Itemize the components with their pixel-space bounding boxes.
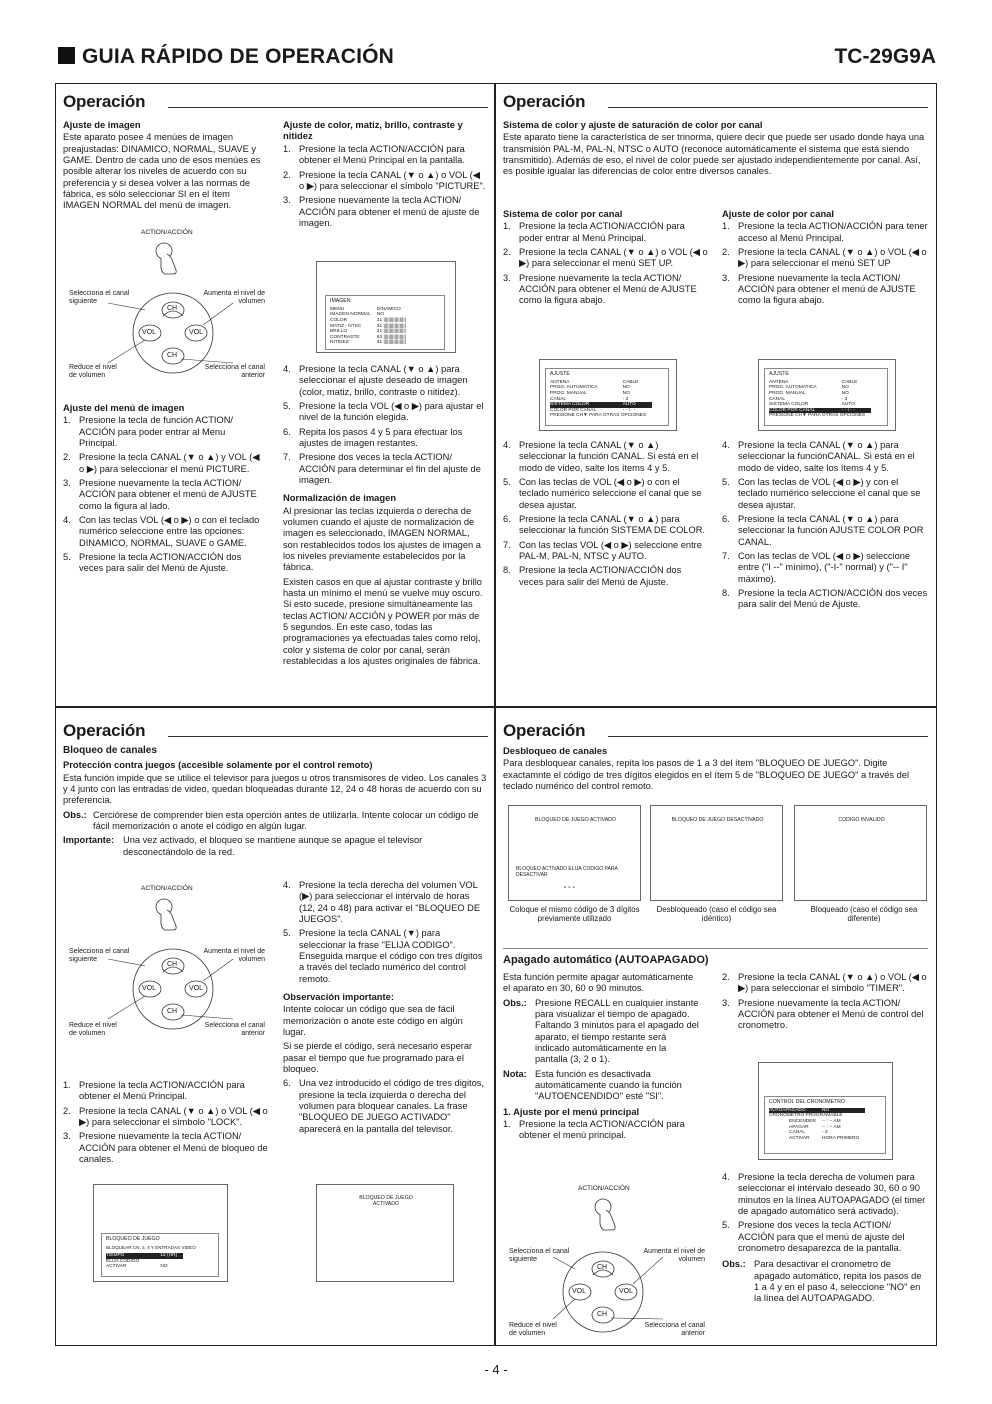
q2-col-right-2 xyxy=(722,440,928,614)
remote-diagram-q4 xyxy=(503,1184,713,1344)
q3-heading: Protección contra juegos (accesible solamente por el control remoto) xyxy=(63,759,373,771)
list-item: 8. Presione la tecla ACTION/ACCIÓN dos veces para salir del Menú de Ajuste. xyxy=(722,587,928,610)
list-item: 8. Presione la tecla ACTION/ACCIÓN dos veces para salir del Menú de Ajuste. xyxy=(503,565,682,587)
menu-imagen-heading: Ajuste del menú de imagen xyxy=(63,402,185,413)
q1-menu-imagen xyxy=(63,402,263,578)
list-item: 1. Presione la tecla ACTION/ACCIÓN para tener acceso al Menú Principal. xyxy=(722,221,928,243)
list-item: 3. Presione nuevamente la tecla ACTION/ ACCIÓN para obtener el Menú de bloqueo de canales. xyxy=(63,1131,268,1164)
list-item: 4. Presione la tecla CANAL (▼ o ▲) para seleccionar el ajuste deseado de imagen (color, matiz, brillo, contraste o nitidez). xyxy=(283,364,468,397)
list-item: 2. Presione la tecla CANAL (▼ o ▲) o VOL (◀ o ▶) para seleccionar el menú SET UP. xyxy=(503,247,708,269)
normalizacion-p2: Existen casos en que al ajustar contraste y brillo hasta un mínimo el menú se vuelve muy oscuro. Si esto sucede, presione simultáneamente las teclas ACTION/ ACCIÓN y POWER por más de 5 segundos. En este caso, todas las programaciones ya efectuadas tales como reloj, color y sistema de color por canal, serán restablecidas a los ajustes originales de fábrica. xyxy=(283,576,483,667)
list-item: 3. Presione nuevamente la tecla ACTION/ ACCIÓN para obtener el Menú de AJUSTE como la figura abajo. xyxy=(503,272,697,306)
label-prev-channel: Selecciona el canal anterior xyxy=(644,1322,705,1337)
vol-right-label: VOL xyxy=(189,985,204,992)
ch-down-label: CH xyxy=(167,1008,178,1015)
list-item: 4. Presione la tecla CANAL (▼ o ▲) seleccionar la función CANAL. Si está en el modo de video, salte los ítems 4 y 5. xyxy=(503,440,699,473)
ajuste-color-heading: Ajuste de color por canal xyxy=(722,208,835,219)
list-item: 7. Con las teclas VOL (◀ o ▶) seleccione entre PAL-M, PAL-N, NTSC y AUTO. xyxy=(503,539,702,561)
obs-importante-heading: Observación importante: xyxy=(283,990,394,1002)
ch-up-label: CH xyxy=(597,1264,608,1271)
ajuste-imagen-text: Este aparato posee 4 menúes de imagen preajustadas: DINAMICO, NORMAL, SUAVE y GAME. Dentro de cada uno de esos menúes es posible alterar los niveles de acuerdo con su preferencia y si desea volver a las normas de fábrica, es sólo seleccionar SI en el ítem IMAGEN NORMAL del menú de imagen. xyxy=(63,132,261,211)
imagen-menu-screen xyxy=(316,261,456,353)
screen-invalido xyxy=(794,805,927,901)
vol-left-label: VOL xyxy=(142,329,157,336)
vol-right-label: VOL xyxy=(189,329,204,336)
page-title: GUIA RÁPIDO DE OPERACIÓN xyxy=(82,45,395,68)
q2-col-left-2 xyxy=(503,440,708,591)
bloqueo-menu-title: BLOQUEO DE JUEGO xyxy=(106,1236,160,1242)
obs-importante-p2: Si se pierde el código, será necesario esperar pasar el tiempo que fue programado para el bloqueo. xyxy=(283,1041,473,1075)
label-volume-up: Aumenta el nivel de volumen xyxy=(203,290,265,305)
q3-title-rule xyxy=(168,736,488,737)
page-header xyxy=(58,44,936,72)
remote-diagram-q3 xyxy=(63,884,273,1044)
screen-desactivado xyxy=(650,805,783,901)
imagen-menu-title: IMAGEN xyxy=(330,298,351,304)
remote-action-label: ACTION/ACCIÓN xyxy=(141,229,193,236)
bloqueo-menu-sub: BLOQUEAR CN. 3, 4 Y ENTRADAS VIDEO xyxy=(106,1244,196,1250)
page-number: - 4 - xyxy=(484,1362,508,1377)
model-number: TC-29G9A xyxy=(834,45,936,68)
normalizacion-heading: Normalización de imagen xyxy=(283,492,397,504)
list-item: 2. Presione la tecla CANAL (▼ o ▲) o VOL (◀ o ▶) para seleccionar el menú SET UP xyxy=(722,247,927,269)
bloqueo-activado-screen xyxy=(316,1184,454,1282)
label-volume-up: Aumenta el nivel de volumen xyxy=(203,948,265,963)
label-next-channel: Selecciona el canal siguiente xyxy=(69,290,130,305)
remote-diagram-q1 xyxy=(63,228,273,388)
vol-left-label: VOL xyxy=(142,985,157,992)
ch-down-label: CH xyxy=(597,1311,608,1318)
list-item: 2. Presione la tecla CANAL (▼ o ▲) o VOL (◀ o ▶) para seleccionar el símbolo "LOCK". xyxy=(63,1105,268,1127)
screen-invalido-caption: Bloqueado (caso el código sea diferente) xyxy=(810,905,918,923)
list-item: 2. Presione la tecla CANAL (▼ o ▲) o VOL (◀ o ▶) para seleccionar el símbolo "PICTURE". xyxy=(283,169,486,191)
list-item: 1. Presione la tecla ACTION/ACCIÓN para obtener el Menú Principal en la pantalla. xyxy=(283,143,465,166)
screen-activado-caption: Coloque el mismo código de 3 dígitos previamente utilizado xyxy=(509,905,640,923)
q4-col-right xyxy=(722,972,928,1035)
label-next-channel: Selecciona el canal siguiente xyxy=(509,1248,570,1263)
screen-invalido-title: CODIGO INVALIDO xyxy=(838,817,885,823)
q4-title-rule xyxy=(608,736,928,737)
screen-desactivado-title: BLOQUEO DE JUEGO DESACTIVADO xyxy=(671,817,764,823)
list-item: 5. Presione la tecla VOL (◀ o ▶) para ajustar el nivel de la función elegida. xyxy=(283,400,484,423)
remote-graphic xyxy=(503,1184,713,1344)
label-volume-down: Reduce el nivel de volumen xyxy=(69,1022,117,1037)
list-item: 5. Presione la tecla ACTION/ACCIÓN dos veces para salir del Menú de Ajuste. xyxy=(63,552,242,574)
list-item: 4. Presione la tecla derecha del volumen VOL (▶) para seleccionar el intérvalo de horas (12, 24 o 48) para activar el "BLOQUEO DE JUEGOS". xyxy=(283,880,481,924)
q3-intro-block xyxy=(63,745,488,861)
label-next-channel: Selecciona el canal siguiente xyxy=(69,948,130,963)
q4-rule xyxy=(503,948,928,949)
obs-importante-p1: Intente colocar un código que sea de fácil memorización o anote este código en algún lugar. xyxy=(283,1004,463,1038)
q4-col-left xyxy=(503,972,701,1145)
remote-action-label: ACTION/ACCIÓN xyxy=(141,885,193,892)
list-item: 5. Presione dos veces la tecla ACTION/ ACCIÓN para que el menú de ajuste del cronometro desaparezca de la pantalla. xyxy=(722,1220,905,1253)
q4-intro-block xyxy=(503,745,928,795)
q3-sub: Bloqueo de canales xyxy=(63,745,157,756)
q4-intro: Para desbloquear canales, repita los pasos de 1 a 3 del ítem "BLOQUEO DE JUEGO". Digite exactamnte el código de tres dígitos elegidos en el ítem 5 de "BLOQUEO DE JUEGO" a través del teclado numérico del control remoto. xyxy=(503,758,910,792)
q2-col-right xyxy=(722,208,928,310)
q1-col-right xyxy=(283,119,486,232)
screen-activado-body: BLOQUEO ACTIVADO ELIJA CODIGO PARA DESACTIVAR xyxy=(516,866,618,878)
q3-section-title: Operación xyxy=(63,721,146,740)
q4-section-title: Operación xyxy=(503,721,586,740)
list-item: 1. Presione la tecla ACTION/ACCIÓN para obtener el menú principal. xyxy=(503,1119,685,1141)
ajuste-menu-screen-right: AJUSTE ANTENA CABLE PROG. AUTOMATICA NO PROG. MANUAL NO CANAL - 3 SISTEMA COLOR AUTO COLOR POR CANAL - - I - - PRESIONE CH▼ PARA OTRAS OPCIONES xyxy=(758,359,896,431)
list-item: 6. Una vez introducido el código de tres digitos, presione la tecla izquierda o derecha del volumen para bloquear canales. La frase "BLOQUEO DE JUEGO ACTIVADO" aparecerá en la pantalla del televisor. xyxy=(283,1078,485,1134)
vol-right-label: VOL xyxy=(619,1288,634,1295)
list-item: 5. Con las teclas de VOL (◀ o ▶) o con el teclado numérico seleccione el canal que se desea ajustar. xyxy=(503,476,702,510)
list-item: 7. Presione dos veces la tecla ACTION/ ACCIÓN para determinar el fin del ajuste de imagen. xyxy=(283,452,481,485)
screen-desactivado-caption: Desbloqueado (caso el código sea idéntico) xyxy=(656,905,777,923)
imagen-menu-table: MENU DINAMICO IMAGEN NORMAL NO COLOR 31 |||||||||||||||||| MATIZ - NTSC 31 |||||||||||||||||| BRILLO 31 |||||||||||||||||| CONTRASTE 63 |||||||||||||||||| NITIDEZ 31 |||||||||||||||||| xyxy=(330,306,406,346)
q1-col-left xyxy=(63,119,263,215)
list-item: 5. Con las teclas de VOL (◀ o ▶) y con el teclado numérico seleccione el canal que se desea ajustar. xyxy=(722,476,921,510)
list-item: 5. Presione la tecla CANAL (▼) para seleccionar la frase "ELIJA CODIGO". Enseguida marque el código con tres dígitos a través del teclado numérico del control remoto. xyxy=(283,928,483,984)
ajuste-menu-screen-left: AJUSTE ANTENA CABLE PROG. AUTOMATICA NO PROG. MANUAL NO CANAL - 3 SISTEMA COLOR AUTO COLOR POR CANAL - - I - - PRESIONE CH▼ PARA OTRAS OPCIONES xyxy=(539,359,677,431)
list-item: 6. Presione la tecla CANAL (▼ o ▲) para seleccionar la función AJUSTE COLOR POR CANAL. xyxy=(722,513,924,547)
remote-action-label: ACTION/ACCIÓN xyxy=(578,1185,630,1192)
autoapagado-text: Esta función permite apagar automáticamente el aparato en 30, 60 o 90 minutos. xyxy=(503,972,694,994)
label-volume-down: Reduce el nivel de volumen xyxy=(509,1322,557,1337)
screen-activado-code: - - - xyxy=(564,884,575,891)
q3-col-left-steps xyxy=(63,1080,268,1168)
color-heading: Ajuste de color, matiz, brillo, contraste y nitidez xyxy=(283,119,463,142)
vol-left-label: VOL xyxy=(572,1288,587,1295)
list-item: 4. Presione la tecla derecha de volumen para seleccionar el intérvalo deseado 30, 60 o 90 minutos en la línea AUTOAPAGADO (el timer de apagado automático será activado). xyxy=(722,1172,926,1216)
q4-col-right-2 xyxy=(722,1172,928,1308)
menu-principal-heading: 1. Ajuste por el menú principal xyxy=(503,1105,640,1117)
q2-col-left xyxy=(503,208,708,310)
autoapagado-obs2: Obs.: Para desactivar el cronometro de apagado automático, repita los pasos de 1 a 4 y en el paso 4, seleccione "NO" en la línea del AUTOAPAGADO. xyxy=(722,1259,922,1304)
list-item: 4. Con las teclas VOL (◀ o ▶) o con el teclado numérico seleccione entre las opciones: DINAMICO, NORMAL, SUAVE o GAME. xyxy=(63,515,260,548)
list-item: 1. Presione la tecla ACTION/ACCIÓN para poder entrar al Menú Principal. xyxy=(503,221,685,243)
cronometro-menu-screen: CONTROL DEL CRONOMETRO AUTOAPAGADO NO CRONOMETRO PROGRAMABLE ENCENDER -- : -- AM APAGAR -- : -- AM CANAL - 3 ACTIVAR HORA PRIMERO xyxy=(758,1062,893,1160)
cronometro-menu-title: CONTROL DEL CRONOMETRO xyxy=(769,1099,845,1105)
autoapagado-heading: Apagado automático (AUTOAPAGADO) xyxy=(503,954,709,966)
screen-activado xyxy=(508,805,641,901)
label-volume-up: Aumenta el nivel de volumen xyxy=(643,1248,705,1263)
list-item: 7. Con las teclas de VOL (◀ o ▶) seleccione entre ("I --" mínimo), ("-I-" normal) y ("-- I" máximo). xyxy=(722,550,911,584)
list-item: 6. Repita los pasos 4 y 5 para efectuar los ajustes de imagen restantes. xyxy=(283,426,463,448)
ajuste-imagen-heading: Ajuste de imagen xyxy=(63,119,141,130)
list-item: 3. Presione nuevamente la tecla ACTION/ ACCIÓN para obtener el menú de AJUSTE como la figura abajo. xyxy=(722,272,916,306)
q2-intro: Este aparato tiene la característica de ser trinorma, quiere decir que puede ser usado donde haya una transmisión PAL-M, PAL-N, NTSC o AUTO (reconoce automáticamente el sistema que está siendo transmitido). Además de eso, el nivel de color puede ser ajustado independientemente por canal. Así, es posible igualar las diferencias de color entre diversos canales. xyxy=(503,132,925,177)
screen-activado-title: BLOQUEO DE JUEGO ACTIVADO xyxy=(535,817,616,823)
ch-up-label: CH xyxy=(167,305,178,312)
list-item: 3. Presione nuevamente la tecla ACTION/ ACCIÓN para obtener el menú de ajuste de imagen. xyxy=(283,195,480,228)
autoapagado-obs: Obs.: Presione RECALL en cualquier instante para visualizar el tiempo de apagado. Faltando 3 minutos para el apagado del aparato, el tiempo restante será indicado automáticamente en la pantalla (3, 2 o 1). xyxy=(503,997,699,1065)
q1-section-title: Operación xyxy=(63,92,146,111)
q2-intro-block xyxy=(503,119,928,181)
header-square-icon xyxy=(58,47,75,64)
q2-title-rule xyxy=(608,107,928,108)
ajuste-menu-title: AJUSTE xyxy=(550,371,570,377)
autoapagado-nota: Nota: Esta función es desactivada automáticamente cuando la función "AUTOENCENDIDO" esté "SI". xyxy=(503,1068,682,1102)
label-volume-down: Reduce el nivel de volumen xyxy=(69,364,117,379)
q1-title-rule xyxy=(168,107,488,108)
bloqueo-activado-text: BLOQUEO DE JUEGO ACTIVADO xyxy=(359,1195,413,1208)
horizontal-divider xyxy=(55,706,937,708)
list-item: 3. Presione nuevamente la tecla ACTION/ ACCIÓN para obtener el Menú de control del cronometro. xyxy=(722,997,924,1031)
sistema-color-heading: Sistema de color por canal xyxy=(503,208,623,219)
list-item: 3. Presione nuevamente la tecla ACTION/ ACCIÓN para obtener el menú de AJUSTE como la figura al lado. xyxy=(63,478,257,511)
q1-col-right-2 xyxy=(283,364,486,670)
normalizacion-p1: Al presionar las teclas izquierda o derecha de volumen cuando el ajuste de normalización de imagen es seleccionado, IMAGEN NORMAL, son restablecidos todos los ajustes de imagen a los niveles previamente estabelecidos por la fábrica. xyxy=(283,505,481,573)
ajuste-menu-title: AJUSTE xyxy=(769,371,789,377)
q3-col-right xyxy=(283,880,486,1138)
label-prev-channel: Selecciona el canal anterior xyxy=(204,364,265,379)
q2-section-title: Operación xyxy=(503,92,586,111)
q3-importante: Importante: Una vez activado, el bloqueo se mantiene aunque se apague el televisor desconectándolo de la red. xyxy=(63,835,423,857)
list-item: 4. Presione la tecla CANAL (▼ o ▲) para seleccionar la funciónCANAL. Si está en el modo de video, salte los ítems 4 y 5. xyxy=(722,440,915,473)
ch-up-label: CH xyxy=(167,961,178,968)
list-item: 1. Presione la tecla ACTION/ACCIÓN para obtener el Menú Principal. xyxy=(63,1080,245,1102)
list-item: 6. Presione la tecla CANAL (▼ o ▲) para seleccionar la función SISTEMA DE COLOR. xyxy=(503,513,706,536)
q3-obs: Obs.: Cerciórese de comprender bien esta operción antes de utilizarla. Intente colocar un código de fácil memorización o anote el código en algún lugar. xyxy=(63,809,479,831)
ch-down-label: CH xyxy=(167,352,178,359)
q2-heading: Sistema de color y ajuste de saturación de color por canal xyxy=(503,119,763,130)
list-item: 2. Presione la tecla CANAL (▼ o ▲) o VOL (◀ o ▶) para seleccionar el símbolo "TIMER". xyxy=(722,972,927,994)
q3-intro: Esta función impide que se utilice el televisor para juegos u otros transmisores de video. Los canales 3 y 4 junto con las entradas de video, quedan bloqueadas durante 12, 24 o 48 horas de acuerdo con su preferencia. xyxy=(63,772,487,806)
label-prev-channel: Selecciona el canal anterior xyxy=(204,1022,265,1037)
q4-sub: Desbloqueo de canales xyxy=(503,745,608,756)
vertical-divider xyxy=(494,83,496,1346)
list-item: 1. Presione la tecla de función ACTION/ ACCIÓN para poder entrar al Menu Principal. xyxy=(63,415,233,449)
list-item: 2. Presione la tecla CANAL (▼ o ▲) y VOL (◀ o ▶) para seleccionar el menú PICTURE. xyxy=(63,452,260,474)
bloqueo-menu-screen: BLOQUEO DE JUEGO BLOQUEAR CN. 3, 4 Y ENTRADAS VIDEO TIEMPO 12 (HR) ELIJA CODIGO ACTIVAR NO xyxy=(93,1184,228,1282)
